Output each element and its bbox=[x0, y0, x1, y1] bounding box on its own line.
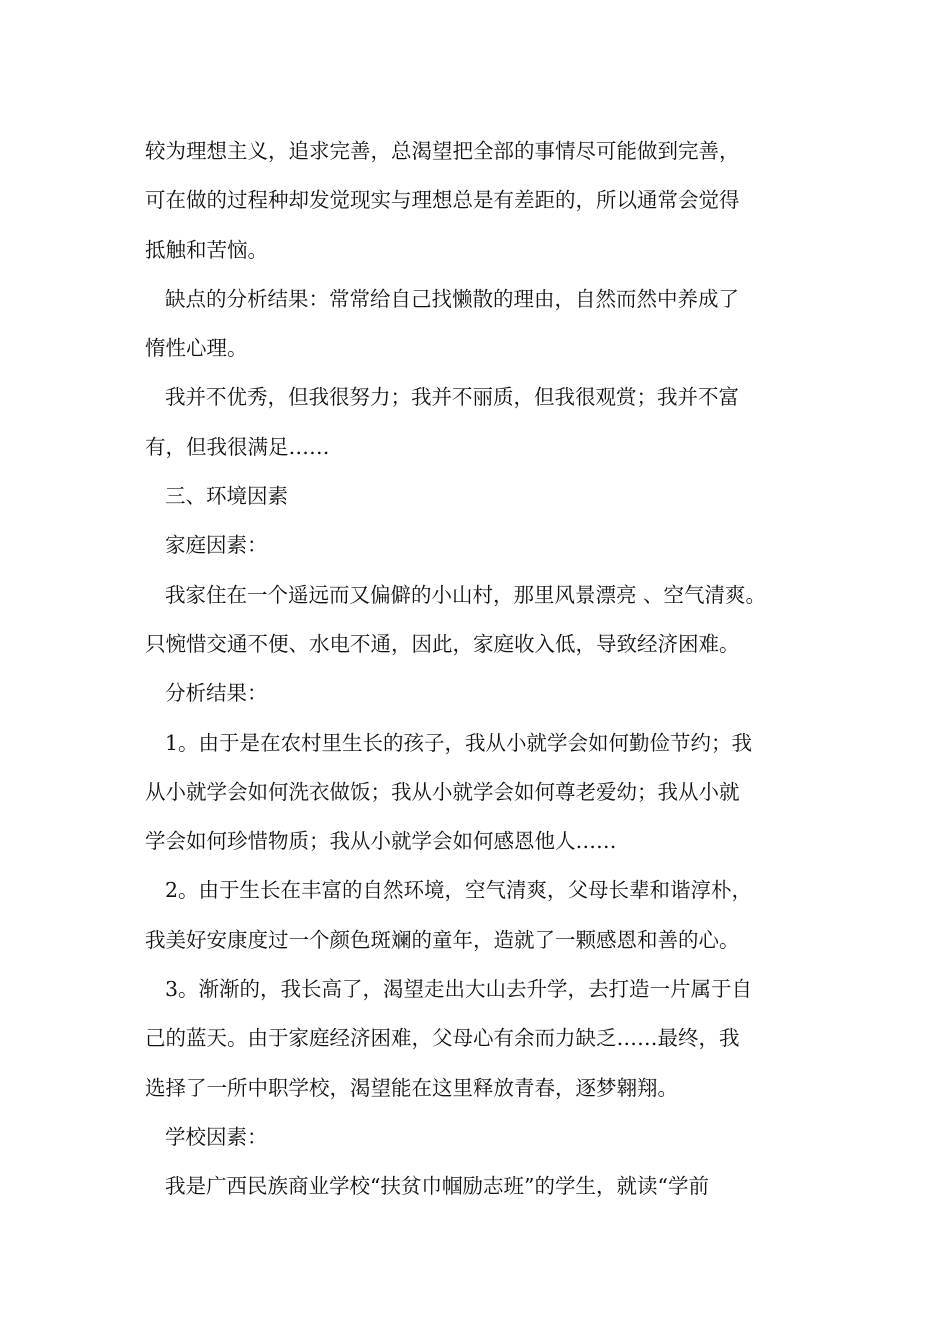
list-item-line: 己的蓝天。由于家庭经济困难，父母心有余而力缺乏……最终，我 bbox=[145, 1026, 740, 1051]
list-item-line: 3。渐渐的，我长高了，渴望走出大山去升学，去打造一片属于自 bbox=[165, 977, 753, 1002]
body-text bbox=[145, 127, 825, 1212]
text-line: 我并不优秀，但我很努力；我并不丽质，但我很观赏；我并不富 bbox=[165, 385, 739, 410]
list-item-line: 学会如何珍惜物质；我从小就学会如何感恩他人…… bbox=[145, 829, 617, 854]
section-heading: 三、环境因素 bbox=[165, 484, 288, 509]
list-item-line: 1。由于是在农村里生长的孩子，我从小就学会如何勤俭节约；我 bbox=[165, 730, 753, 755]
subheading: 分析结果： bbox=[165, 681, 268, 706]
text-line: 可在做的过程种却发觉现实与理想总是有差距的，所以通常会觉得 bbox=[145, 188, 740, 213]
list-item-line: 从小就学会如何洗衣做饭；我从小就学会如何尊老爱幼；我从小就 bbox=[145, 779, 740, 804]
text-line: 有，但我很满足…… bbox=[145, 434, 330, 459]
text-line: 惰性心理。 bbox=[145, 336, 248, 361]
subheading: 家庭因素： bbox=[165, 533, 268, 558]
text-line: 我是广西民族商业学校“扶贫巾帼励志班”的学生，就读“学前 bbox=[165, 1174, 709, 1199]
subheading: 学校因素： bbox=[165, 1124, 268, 1149]
text-line: 缺点的分析结果：常常给自己找懒散的理由，自然而然中养成了 bbox=[165, 286, 739, 311]
list-item-line: 2。由于生长在丰富的自然环境，空气清爽，父母长辈和谐淳朴， bbox=[165, 878, 753, 903]
list-item-line: 我美好安康度过一个颜色斑斓的童年，造就了一颗感恩和善的心。 bbox=[145, 927, 740, 952]
text-line: 我家住在一个遥远而又偏僻的小山村，那里风景漂亮 、空气清爽。 bbox=[165, 582, 767, 607]
text-line: 只惋惜交通不便、水电不通，因此，家庭收入低，导致经济困难。 bbox=[145, 631, 740, 656]
text-line: 较为理想主义，追求完善，总渴望把全部的事情尽可能做到完善， bbox=[145, 139, 740, 163]
text-line: 抵触和苦恼。 bbox=[145, 237, 268, 262]
list-item-line: 选择了一所中职学校，渴望能在这里释放青春，逐梦翱翔。 bbox=[145, 1075, 678, 1100]
